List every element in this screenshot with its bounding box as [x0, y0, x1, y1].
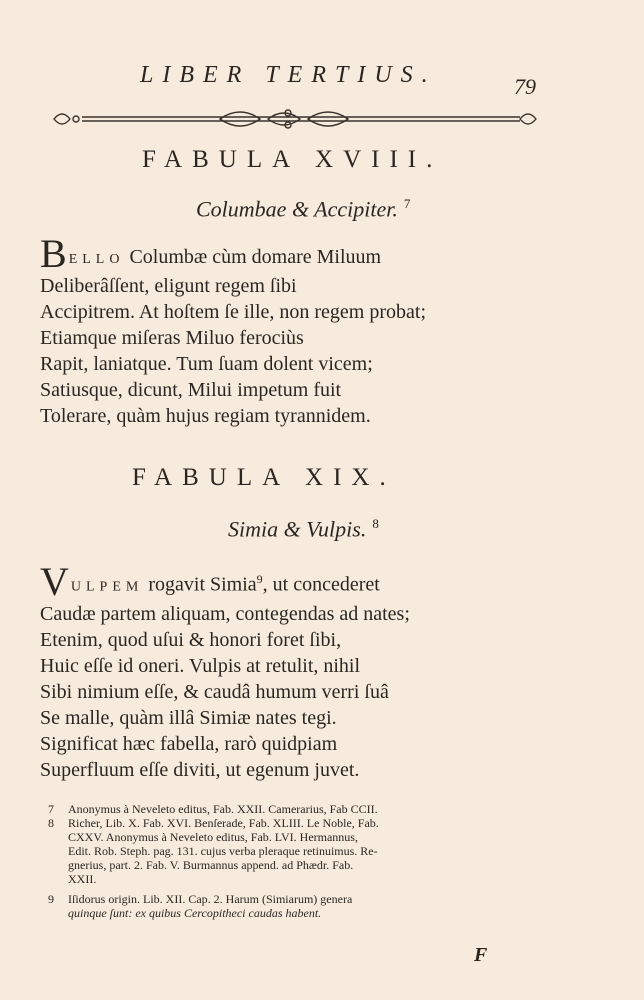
- footnote-line: CXXV. Anonymus à Neveleto editus, Fab. LVI. Hermannus,: [68, 830, 358, 844]
- verse-line: Etenim, quod uſui & honori foret ſibi,: [40, 628, 342, 651]
- verse-line: Significat hæc fabella, rarò quidpiam: [40, 732, 338, 755]
- verse-text: rogavit Simia: [143, 573, 257, 596]
- fable-title: FABULA XIX.: [132, 464, 396, 491]
- verse-line: Tolerare, quàm hujus regiam tyrannidem.: [40, 405, 371, 427]
- verse-text: Columbæ cùm domare Miluum: [124, 246, 382, 268]
- verse-line: [40, 558, 600, 604]
- small-caps-word: ELLO: [68, 252, 125, 267]
- fable-subtitle-text: Columbae & Accipiter.: [196, 196, 398, 222]
- verse-line: Sibi nimium eſſe, & caudâ humum verri ſuâ: [40, 680, 389, 703]
- verse-line: Satiusque, dicunt, Milui impetum fuit: [40, 379, 342, 401]
- initial-letter: B: [40, 231, 67, 276]
- footnote-number: 9: [48, 892, 54, 906]
- initial-letter: V: [40, 558, 69, 604]
- verse-line: Rapit, laniatque. Tum ſuam dolent vicem;: [40, 353, 373, 375]
- footnote-text-italic: quinque ſunt: ex quibus Cercopitheci caudas habent.: [68, 906, 322, 920]
- footnote-line: gnerius, part. 2. Fab. V. Burmannus append. ad Phædr. Fab.: [68, 858, 354, 872]
- small-caps-word: ULPEM: [70, 579, 144, 595]
- footnote-text: Iſidorus origin. Lib. XII. Cap. 2. Harum (Simiarum) genera: [68, 892, 353, 906]
- verse-line: [40, 231, 600, 276]
- footnote-number: 7: [48, 802, 54, 816]
- footnote: [48, 816, 588, 830]
- fable-subtitle-text: Simia & Vulpis.: [228, 516, 367, 542]
- fable-verses: [40, 231, 600, 429]
- fable-title: FABULA XVIII.: [142, 146, 443, 173]
- footnote: [48, 892, 588, 906]
- note-reference: 8: [372, 516, 379, 531]
- footnote-line: Edit. Rob. Steph. pag. 131. cujus verba pleraque retinuimus. Re-: [68, 844, 378, 858]
- footnote-number: 8: [48, 816, 54, 830]
- note-reference: 7: [403, 196, 411, 211]
- ornamental-rule: [50, 104, 542, 134]
- note-reference: 9: [256, 572, 263, 586]
- verse-line: Accipitrem. At hoſtem ſe ille, non regem probat;: [40, 301, 427, 323]
- verse-line: Se malle, quàm illâ Simiæ nates tegi.: [40, 706, 337, 729]
- verse-text: , ut concederet: [262, 573, 380, 596]
- fable-subtitle: [228, 516, 379, 542]
- page-number: 79: [514, 74, 536, 99]
- signature-mark: F: [474, 944, 488, 966]
- verse-line: Etiamque miſeras Miluo ferociùs: [40, 327, 304, 349]
- fable-subtitle: [196, 196, 410, 222]
- footnote-line: [48, 906, 588, 920]
- fable-verses: [40, 558, 600, 783]
- verse-line: Caudæ partem aliquam, contegendas ad nates;: [40, 602, 410, 625]
- footnote: [48, 802, 588, 816]
- footnote-text: Richer, Lib. X. Fab. XVI. Benſerade, Fab. XLIII. Le Noble, Fab.: [68, 816, 379, 830]
- footnote-text: Anonymus à Neveleto editus, Fab. XXII. Camerarius, Fab CCII.: [68, 802, 378, 816]
- footnotes: [48, 802, 588, 920]
- verse-line: Huic eſſe id oneri. Vulpis at retulit, nihil: [40, 654, 361, 677]
- verse-line: Superfluum eſſe diviti, ut egenum juvet.: [40, 758, 360, 781]
- running-head: LIBER TERTIUS.: [140, 62, 437, 88]
- verse-line: Deliberâſſent, eligunt regem ſibi: [40, 275, 297, 297]
- footnote-line: XXII.: [68, 872, 97, 886]
